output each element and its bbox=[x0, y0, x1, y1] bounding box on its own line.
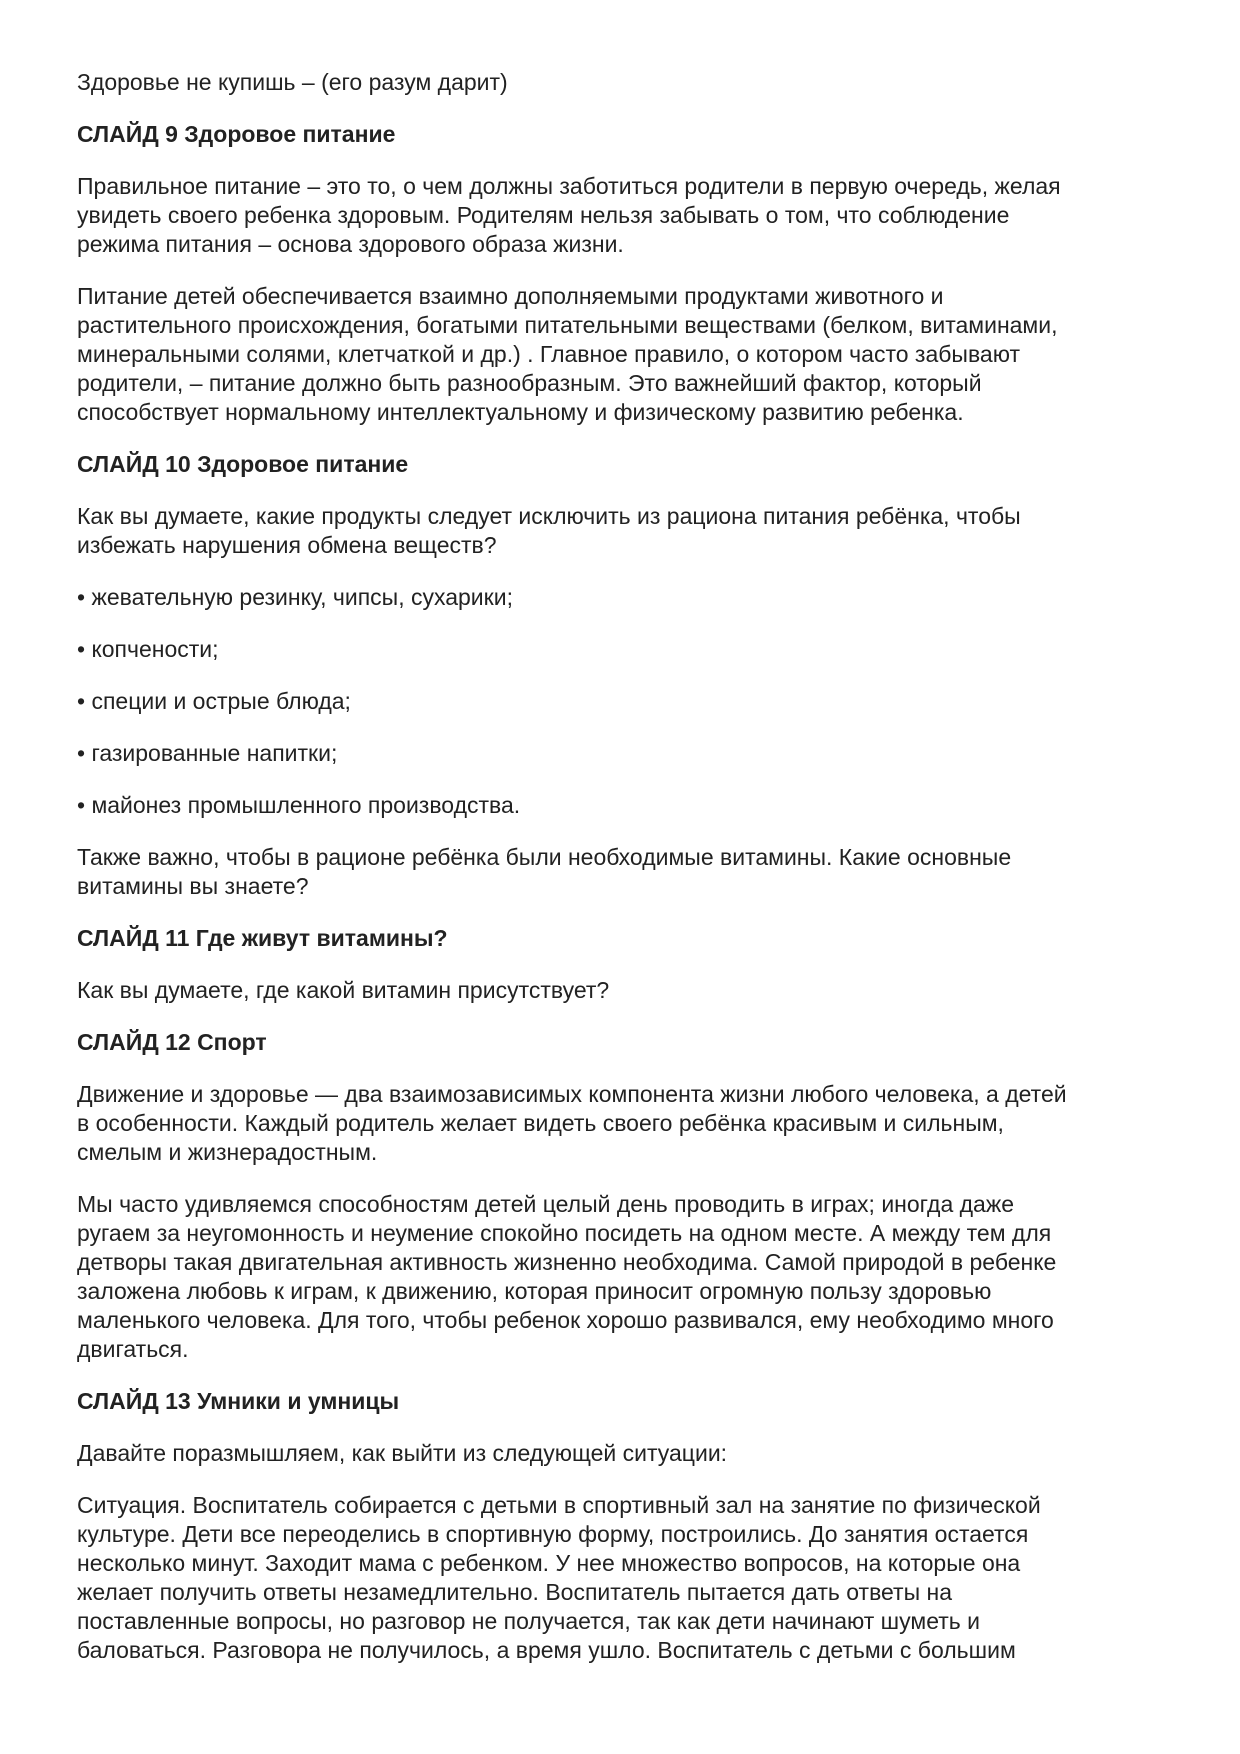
slide9-heading: СЛАЙД 9 Здоровое питание bbox=[77, 121, 396, 147]
slide12-paragraph-2: Мы часто удивляемся способностям детей целый день проводить в играх; иногда даже ругаем за неугомонность и неумение спокойно посидеть на одном месте. А между тем для детворы такая двигательная активность жизненно необходима. Самой природой в ребенке заложена любовь к играм, к движению, которая приносит огромную пользу здоровью маленького человека. Для того, чтобы ребенок хорошо развивался, ему необходимо много двигаться. bbox=[77, 1191, 1057, 1362]
slide13-paragraph-2: Ситуация. Воспитатель собирается с детьми в спортивный зал на занятие по физической культуре. Дети все переоделись в спортивную форму, построились. До занятия остается несколько минут. Заходит мама с ребенком. У нее множество вопросов, на которые она желает получить ответы незамедлительно. Воспитатель пытается дать ответы на поставленные вопросы, но разговор не получается, так как дети начинают шуметь и баловаться. Разговора не получилось, а время ушло. Воспитатель с детьми с большим bbox=[77, 1492, 1041, 1663]
slide9-paragraph-1: Правильное питание – это то, о чем должны заботиться родители в первую очередь, желая увидеть своего ребенка здоровым. Родителям нельзя забывать о том, что соблюдение режима питания – основа здорового образа жизни. bbox=[77, 173, 1061, 257]
list-item: • копчености; bbox=[77, 636, 219, 662]
slide10-paragraph-2: Также важно, чтобы в рационе ребёнка были необходимые витамины. Какие основные витамины вы знаете? bbox=[77, 844, 1012, 899]
list-item: • газированные напитки; bbox=[77, 740, 338, 766]
slide13-heading: СЛАЙД 13 Умники и умницы bbox=[77, 1388, 400, 1414]
list-item: • жевательную резинку, чипсы, сухарики; bbox=[77, 584, 513, 610]
list-item: • специи и острые блюда; bbox=[77, 688, 351, 714]
slide10-paragraph-1: Как вы думаете, какие продукты следует исключить из рациона питания ребёнка, чтобы избежать нарушения обмена веществ? bbox=[77, 503, 1021, 558]
document-page bbox=[77, 68, 1167, 1665]
slide9-paragraph-2: Питание детей обеспечивается взаимно дополняемыми продуктами животного и растительного происхождения, богатыми питательными веществами (белком, витаминами, минеральными солями, клетчаткой и др.) . Главное правило, о котором часто забывают родители, – питание должно быть разнообразным. Это важнейший фактор, который способствует нормальному интеллектуальному и физическому развитию ребенка. bbox=[77, 283, 1058, 425]
slide11-paragraph-1: Как вы думаете, где какой витамин присутствует? bbox=[77, 977, 610, 1003]
slide12-paragraph-1: Движение и здоровье — два взаимозависимых компонента жизни любого человека, а детей в особенности. Каждый родитель желает видеть своего ребёнка красивым и сильным, смелым и жизнерадостным. bbox=[77, 1081, 1067, 1165]
list-item: • майонез промышленного производства. bbox=[77, 792, 521, 818]
slide13-paragraph-1: Давайте поразмышляем, как выйти из следующей ситуации: bbox=[77, 1440, 728, 1466]
slide12-heading: СЛАЙД 12 Спорт bbox=[77, 1029, 267, 1055]
slide11-heading: СЛАЙД 11 Где живут витамины? bbox=[77, 925, 448, 951]
slide10-heading: СЛАЙД 10 Здоровое питание bbox=[77, 451, 409, 477]
intro-line: Здоровье не купишь – (его разум дарит) bbox=[77, 69, 508, 95]
